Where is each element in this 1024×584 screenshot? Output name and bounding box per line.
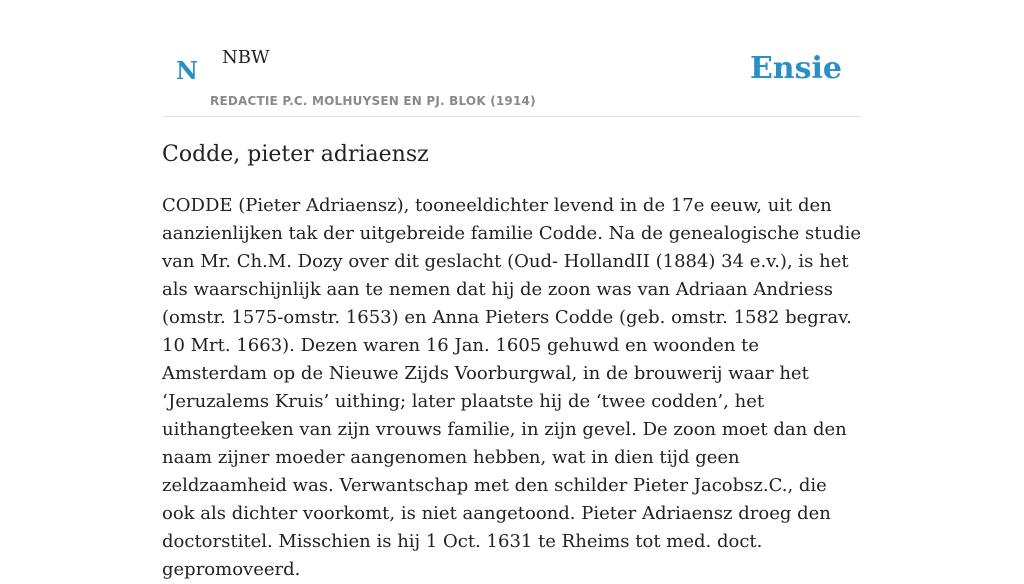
article-body: CODDE (Pieter Adriaensz), tooneeldichter levend in de 17e eeuw, uit den aanzienlijken tak der uitgebreide familie Codde. Na de genealogische studie van Mr. Ch.M. Dozy over dit geslacht (Oud- HollandII (1884) 34 e.v.), is het als waarschijnlijk aan te nemen dat hij de zoon was van Adriaan Andriess (omstr. 1575-omstr. 1653) en Anna Pieters Codde (geb. omstr. 1582 begrav. 10 Mrt. 1663). Dezen waren 16 Jan. 1605 gehuwd en woonden te Amsterdam op de Nieuwe Zijds Voorburgwal, in de brouwerij waar het ‘Jeruzalems Kruis’ uithing; later plaatste hij de ‘twee codden’, het uithangteeken van zijn vrouws familie, in zijn gevel. De zoon moet dan den naam zijner moeder aangenomen hebben, wat in dien tijd geen zeldzaamheid was. Verwantschap met den schilder Pieter Jacobsz.C., die ook als dichter voorkomt, is niet aangetoond. Pieter Adriaensz droeg den doctorstitel. Misschien is hij 1 Oct. 1631 te Rheims tot med. doct. gepromoveerd. bbox=[162, 195, 862, 580]
article-title: Codde, pieter adriaensz bbox=[162, 142, 429, 167]
source-logo-icon[interactable]: N bbox=[176, 56, 198, 85]
brand-logo[interactable]: Ensie bbox=[749, 51, 842, 86]
source-subtitle: REDACTIE P.C. MOLHUYSEN EN PJ. BLOK (1914) bbox=[210, 94, 536, 108]
source-name[interactable]: NBW bbox=[222, 47, 270, 68]
header bbox=[162, 0, 862, 117]
